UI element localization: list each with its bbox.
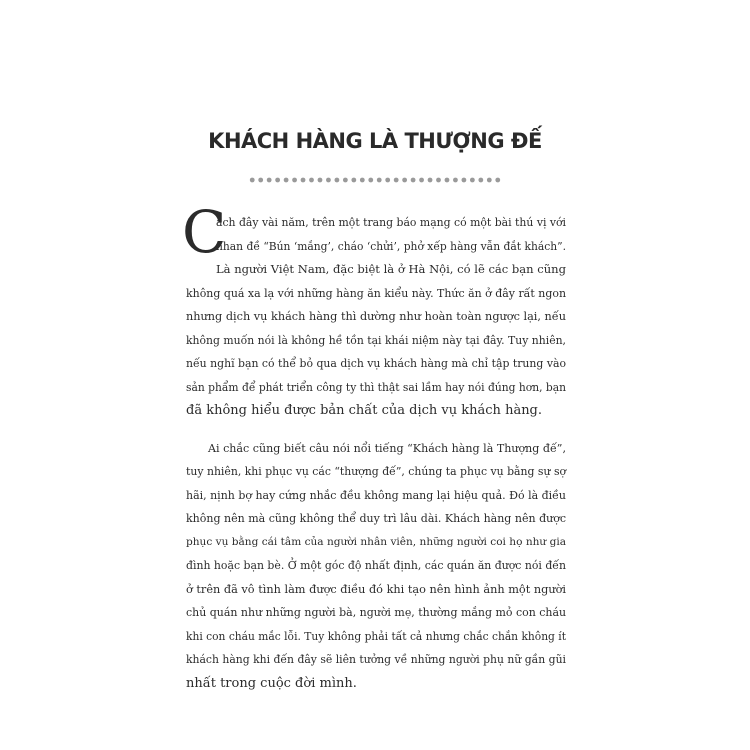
divider-dot: [275, 178, 280, 183]
divider-dot: [428, 178, 433, 183]
divider-dot: [368, 178, 373, 183]
text-line: phục vụ bằng cái tâm của người nhân viên, những người coi họ như gia: [186, 535, 566, 548]
text-line: nhan đề “Bún ‘mắng’, cháo ‘chửi’, phở xếp hàng vẫn đắt khách”.: [216, 239, 566, 253]
divider-dot: [470, 178, 475, 183]
text-line: không nên mà cũng không thể duy trì lâu dài. Khách hàng nên được: [186, 512, 566, 525]
chapter-title: KHÁCH HÀNG LÀ THƯỢNG ĐẾ: [208, 129, 542, 153]
divider-dot: [453, 178, 458, 183]
divider-dot: [495, 178, 500, 183]
divider-dot: [411, 178, 416, 183]
text-line: đình hoặc bạn bè. Ở một góc độ nhất định, các quán ăn được nói đến: [186, 559, 566, 572]
divider-dot: [292, 178, 297, 183]
text-line: tuy nhiên, khi phục vụ các “thượng đế”, chúng ta phục vụ bằng sự sợ: [186, 465, 567, 478]
text-line: ở trên đã vô tình làm được điều đó khi tạo nên hình ảnh một người: [186, 582, 566, 596]
text-line: Ai chắc cũng biết câu nói nổi tiếng “Khách hàng là Thượng đế”,: [208, 441, 566, 455]
text-line: khách hàng khi đến đây sẽ liên tưởng về những người phụ nữ gần gũi: [186, 653, 566, 666]
text-line: chủ quán như những người bà, người mẹ, thường mắng mỏ con cháu: [186, 606, 567, 619]
divider-dot: [377, 178, 382, 183]
text-line: nhất trong cuộc đời mình.: [186, 675, 357, 691]
text-line: nhưng dịch vụ khách hàng thì dường như hoàn toàn ngược lại, nếu: [186, 310, 566, 323]
text-line: không quá xa lạ với những hàng ăn kiểu này. Thức ăn ở đây rất ngon: [186, 286, 566, 300]
text-line: đã không hiểu được bản chất của dịch vụ khách hàng.: [186, 403, 543, 418]
divider-dot: [309, 178, 314, 183]
divider-dot: [267, 178, 272, 183]
divider-dot: [360, 178, 365, 183]
drop-cap: C: [182, 198, 227, 266]
text-line: ách đây vài năm, trên một trang báo mạng có một bài thú vị với: [216, 216, 566, 229]
paragraph-1: [182, 198, 566, 423]
text-line: sản phẩm để phát triển công ty thì thật sai lầm hay nói đúng hơn, bạn: [186, 380, 566, 394]
divider-dot: [445, 178, 450, 183]
divider-dot: [284, 178, 289, 183]
divider-dot: [250, 178, 255, 183]
divider-dot: [436, 178, 441, 183]
text-line: khi con cháu mắc lỗi. Tuy không phải tất cả nhưng chắc chắn không ít: [186, 629, 566, 643]
divider-dot: [394, 178, 399, 183]
text-line: hãi, nịnh bợ hay cứng nhắc đều không mang lại hiệu quả. Đó là điều: [186, 488, 566, 502]
paragraph-2: [186, 437, 566, 696]
divider-dot: [326, 178, 331, 183]
divider-dot: [301, 178, 306, 183]
divider-dot: [402, 178, 407, 183]
body-text: [182, 198, 567, 695]
dotted-divider: [248, 176, 502, 184]
divider-dot: [462, 178, 467, 183]
divider-dot: [419, 178, 424, 183]
divider-dot: [335, 178, 340, 183]
divider-dot: [385, 178, 390, 183]
divider-dot: [343, 178, 348, 183]
divider-dot: [351, 178, 356, 183]
divider-dot: [478, 178, 483, 183]
text-line: không muốn nói là không hề tồn tại khái niệm này tại đây. Tuy nhiên,: [186, 333, 566, 347]
divider-dot: [487, 178, 492, 183]
divider-dot: [318, 178, 323, 183]
text-line: Là người Việt Nam, đặc biệt là ở Hà Nội, có lẽ các bạn cũng: [216, 262, 566, 276]
text-line: nếu nghĩ bạn có thể bỏ qua dịch vụ khách hàng mà chỉ tập trung vào: [186, 357, 566, 370]
divider-dot: [258, 178, 263, 183]
